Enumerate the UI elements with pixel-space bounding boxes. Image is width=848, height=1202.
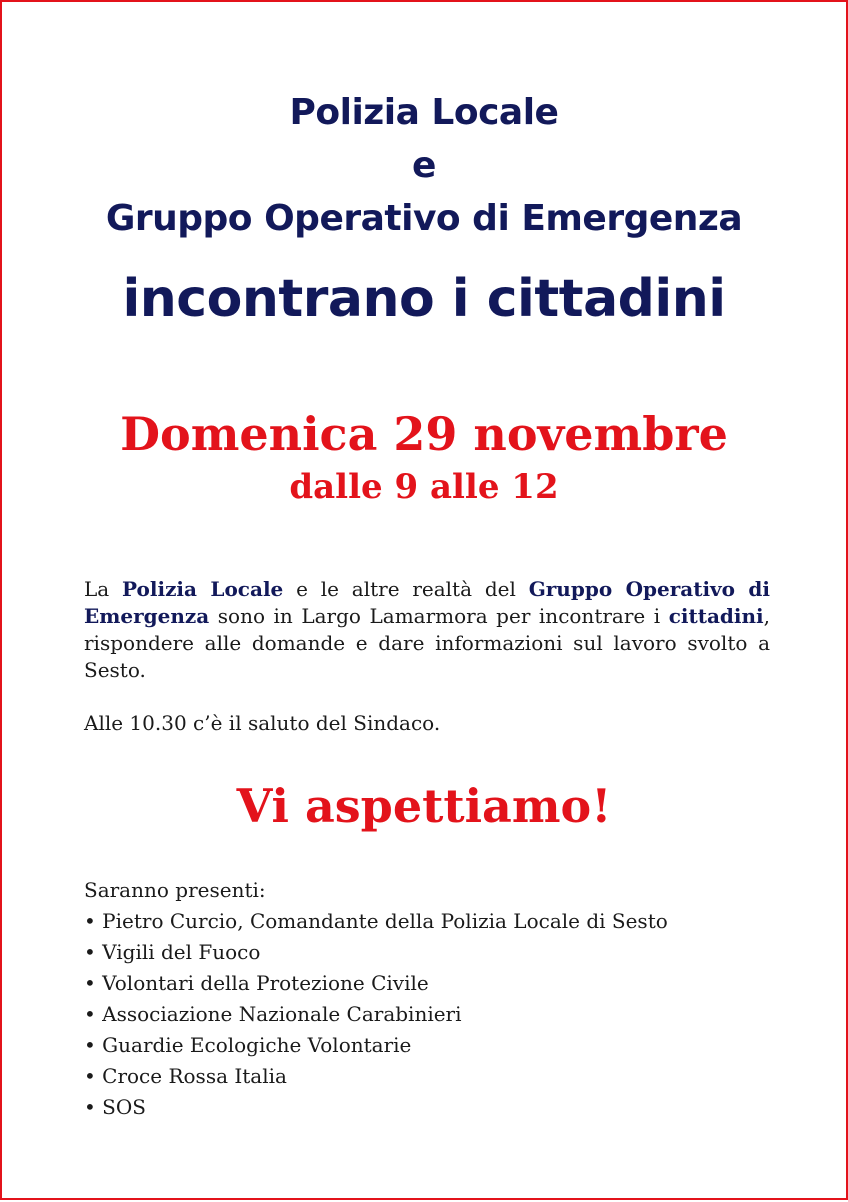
list-item: • Volontari della Protezione Civile <box>84 968 668 999</box>
desc-bold-polizia: Polizia Locale <box>122 577 284 601</box>
mayor-greeting: Alle 10.30 c’è il saluto del Sindaco. <box>84 711 441 735</box>
title-block <box>2 86 846 245</box>
desc-bold-cittadini: cittadini <box>668 604 764 628</box>
list-item: • Vigili del Fuoco <box>84 937 668 968</box>
attendees-heading: Saranno presenti: <box>84 878 266 902</box>
desc-bold-gruppo: Gruppo Operativo di Emergenza <box>84 577 770 628</box>
list-item: • SOS <box>84 1092 668 1123</box>
title-line-and: e <box>412 145 436 186</box>
list-item: • Guardie Ecologiche Volontarie <box>84 1030 668 1061</box>
desc-text: , rispondere alle domande e dare informazioni sul lavoro svolto a Sesto. <box>84 604 770 682</box>
description-paragraph <box>84 576 770 684</box>
attendees-list <box>84 906 668 1123</box>
closing-headline: Vi aspettiamo! <box>236 779 612 833</box>
desc-text: e le altre realtà del <box>283 577 529 601</box>
title-main-headline: incontrano i cittadini <box>122 269 726 329</box>
list-item: • Pietro Curcio, Comandante della Polizia Locale di Sesto <box>84 906 668 937</box>
attendees-section <box>84 875 668 1123</box>
desc-text: La <box>84 577 123 601</box>
list-item: • Associazione Nazionale Carabinieri <box>84 999 668 1030</box>
desc-text: sono in Largo Lamarmora per incontrare i <box>209 604 669 628</box>
event-time: dalle 9 alle 12 <box>289 467 559 507</box>
title-line-polizia: Polizia Locale <box>289 92 559 133</box>
event-date: Domenica 29 novembre <box>120 407 728 461</box>
title-line-gruppo: Gruppo Operativo di Emergenza <box>105 198 743 239</box>
list-item: • Croce Rossa Italia <box>84 1061 668 1092</box>
